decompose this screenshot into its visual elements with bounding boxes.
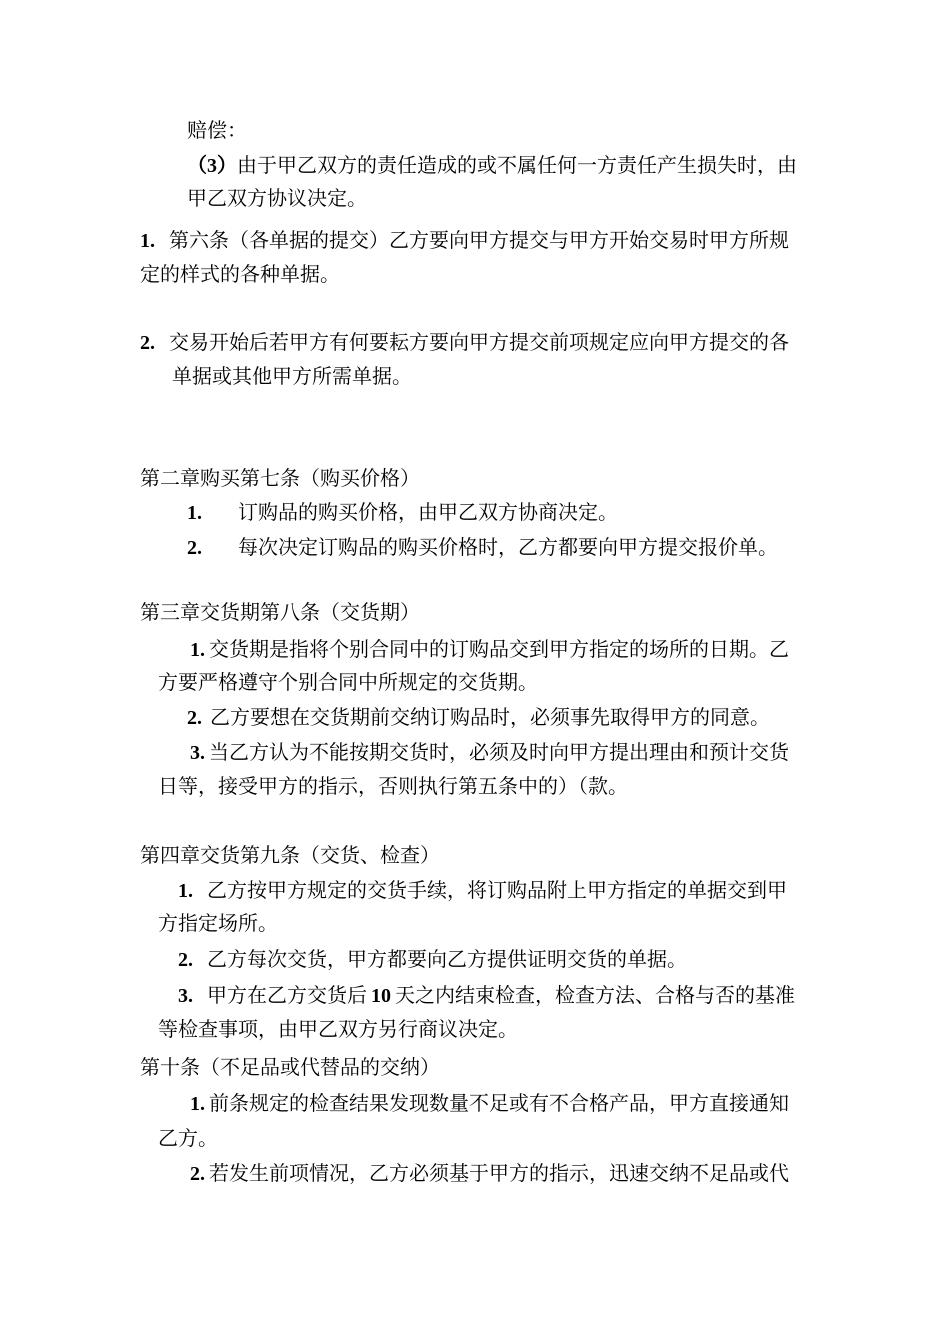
list-item-text: 乙方每次交货，甲方都要向乙方提供证明交货的单据。: [207, 947, 687, 971]
list-marker: 2.: [178, 949, 193, 971]
number-text: 10: [371, 985, 391, 1007]
paragraph-line: [140, 262, 340, 286]
list-item-text: 天之内结束检查，检查方法、合格与否的基准: [395, 983, 795, 1007]
list-marker: 3.: [190, 742, 205, 764]
list-item-text: 交货期是指将个别合同中的订购品交到甲方指定的场所的日期。乙: [209, 637, 789, 661]
list-item-text: 日等，接受甲方的指示，否则执行第五条中的）（款。: [158, 774, 628, 798]
heading-text: 第二章购买第七条（购买价格）: [140, 466, 420, 490]
list-item: [187, 705, 770, 730]
list-marker: 2.: [187, 707, 202, 729]
heading-text: 第十条（不足品或代替品的交纳）: [140, 1055, 440, 1079]
paragraph-text: 赔偿：: [187, 118, 247, 142]
section-heading: [140, 1055, 440, 1079]
paragraph-text: 第六条（各单据的提交）乙方要向甲方提交与甲方开始交易时甲方所规: [169, 228, 789, 252]
list-item-text: 若发生前项情况，乙方必须基于甲方的指示，迅速交纳不足品或代: [209, 1161, 789, 1185]
list-item-text: 乙方。: [158, 1126, 218, 1150]
list-item: [178, 878, 787, 903]
list-item-text: 等检查事项，由甲乙双方另行商议决定。: [158, 1017, 518, 1041]
paragraph-text: 交易开始后若甲方有何要耘方要向甲方提交前项规定应向甲方提交的各: [169, 330, 789, 354]
list-item: [190, 1161, 789, 1186]
list-item-continuation: [158, 1126, 218, 1150]
list-item: [190, 637, 789, 662]
paragraph-text: 由于甲乙双方的责任造成的或不属任何一方责任产生损失时，由: [237, 153, 797, 177]
list-marker: 1.: [187, 502, 202, 524]
list-item-text: 前条规定的检查结果发现数量不足或有不合格产品，甲方直接通知: [209, 1091, 789, 1115]
list-item: [178, 983, 795, 1008]
list-item: [190, 1091, 789, 1116]
list-marker: 1.: [190, 639, 205, 661]
paragraph-text: 甲乙双方协议决定。: [187, 186, 367, 210]
list-item: [187, 535, 778, 560]
list-item: [190, 740, 789, 765]
list-item-text: 订购品的购买价格，由甲乙双方协商决定。: [238, 500, 618, 524]
list-item: [187, 500, 618, 525]
paragraph-line: [187, 153, 797, 178]
list-item: [178, 947, 687, 972]
list-item-text: 方要严格遵守个别合同中所规定的交货期。: [158, 670, 538, 694]
list-marker: 1.: [140, 230, 155, 252]
list-marker: （3）: [187, 155, 237, 177]
paragraph-line: [140, 228, 789, 253]
section-heading: [140, 466, 420, 490]
paragraph-line: [187, 186, 367, 210]
list-item-text: 乙方要想在交货期前交纳订购品时，必须事先取得甲方的同意。: [210, 705, 770, 729]
paragraph-text: 定的样式的各种单据。: [140, 262, 340, 286]
paragraph-text: 单据或其他甲方所需单据。: [172, 364, 412, 388]
list-item-text: 甲方在乙方交货后: [207, 983, 367, 1007]
list-marker: 2.: [190, 1163, 205, 1185]
list-marker: 3.: [178, 985, 193, 1007]
section-heading: [140, 843, 440, 867]
section-heading: [140, 600, 420, 624]
list-item-continuation: [158, 911, 278, 935]
list-marker: 1.: [178, 880, 193, 902]
paragraph-line: [140, 330, 789, 355]
heading-text: 第三章交货期第八条（交货期）: [140, 600, 420, 624]
heading-text: 第四章交货第九条（交货、检查）: [140, 843, 440, 867]
paragraph-line: [187, 118, 247, 142]
list-item-text: 每次决定订购品的购买价格时，乙方都要向甲方提交报价单。: [238, 535, 778, 559]
list-item-text: 方指定场所。: [158, 911, 278, 935]
list-marker: 1.: [190, 1093, 205, 1115]
list-item-text: 乙方按甲方规定的交货手续，将订购品附上甲方指定的单据交到甲: [207, 878, 787, 902]
paragraph-line: [172, 364, 412, 388]
list-item-continuation: [158, 1017, 518, 1041]
list-item-continuation: [158, 774, 628, 798]
list-item-continuation: [158, 670, 538, 694]
list-item-text: 当乙方认为不能按期交货时，必须及时向甲方提出理由和预计交货: [209, 740, 789, 764]
list-marker: 2.: [140, 332, 155, 354]
list-marker: 2.: [187, 537, 202, 559]
